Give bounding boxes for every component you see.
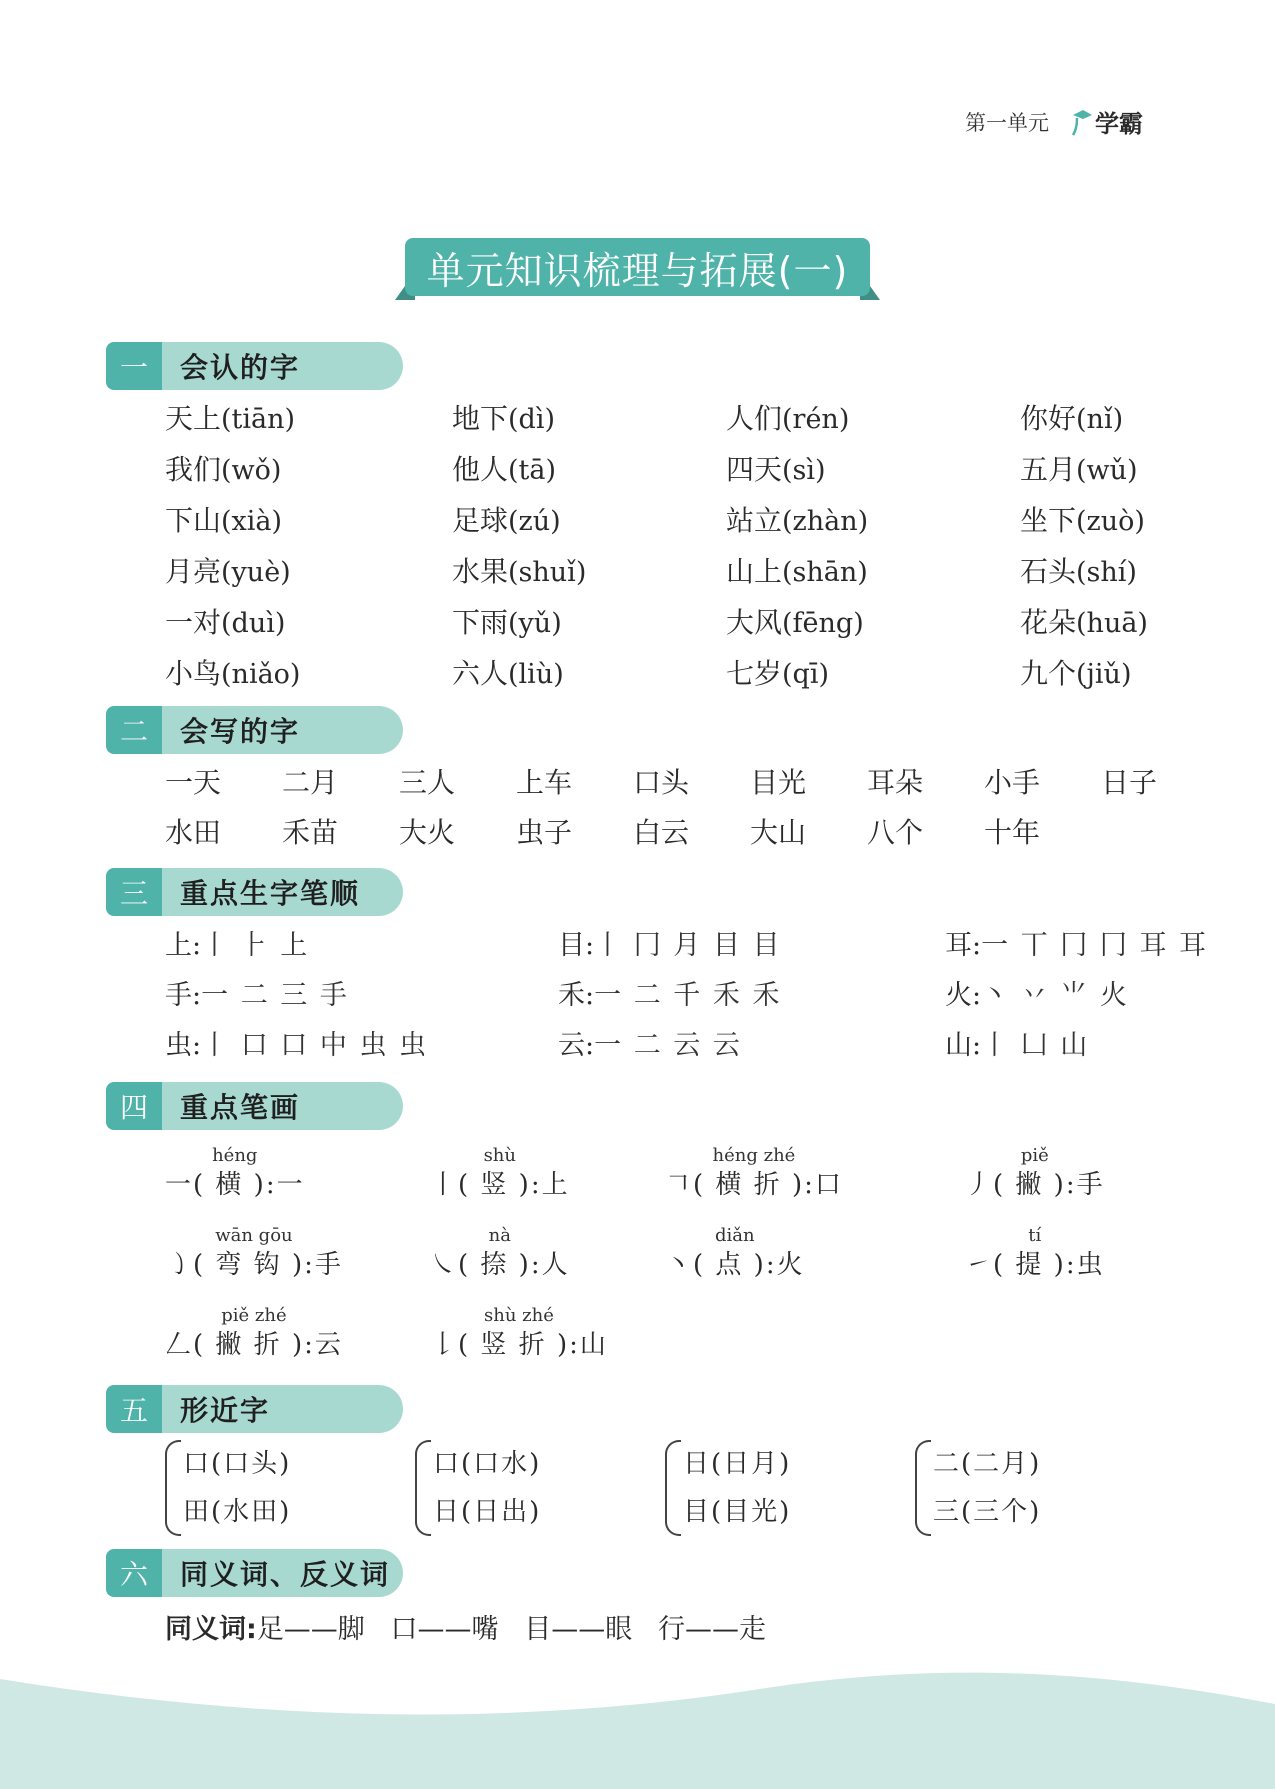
section-title: 会认的字 xyxy=(162,342,403,390)
write-word: 小手 xyxy=(984,766,1041,799)
stroke-item xyxy=(665,1225,805,1283)
recognize-word xyxy=(1020,402,1175,437)
write-word: 目光 xyxy=(750,766,807,799)
stroke-expression: 丿( 撇 ):手 xyxy=(965,1170,1105,1200)
stroke-sequence: 一 二 云 云 xyxy=(594,1030,742,1061)
word-pinyin: (fēng) xyxy=(782,608,864,639)
stroke-item xyxy=(165,1145,305,1203)
similar-characters-area xyxy=(165,1440,1175,1540)
word-pinyin: (xià) xyxy=(221,506,283,537)
write-word: 禾苗 xyxy=(282,816,339,849)
word-chars: 下山 xyxy=(165,504,222,537)
word-chars: 月亮 xyxy=(165,555,222,588)
recognize-word xyxy=(165,453,452,488)
word-chars: 水果 xyxy=(452,555,509,588)
word-pinyin: (shí) xyxy=(1076,557,1137,588)
stroke-sequence: 丨 ⺊ 上 xyxy=(201,930,310,961)
strokes-row xyxy=(165,1305,1175,1385)
write-word: 三人 xyxy=(399,766,456,799)
stroke-expression: 一( 横 ):一 xyxy=(165,1170,305,1200)
section-title: 重点生字笔顺 xyxy=(162,868,403,916)
stroke-pinyin: piě xyxy=(1020,1145,1049,1166)
write-word: 虫子 xyxy=(516,816,573,849)
recognize-word xyxy=(1020,606,1175,641)
write-word: 白云 xyxy=(633,816,690,849)
stroke-sequence: 丶 丷 ⺌ 火 xyxy=(981,980,1129,1011)
write-words-grid xyxy=(165,766,1165,850)
stroke-char: 火: xyxy=(945,980,982,1011)
stroke-sequence: 丨 冂 月 目 目 xyxy=(594,930,782,961)
recognize-word xyxy=(1020,657,1175,692)
section-number: 六 xyxy=(106,1549,162,1597)
word-chars: 坐下 xyxy=(1020,504,1077,537)
bracket-brace xyxy=(165,1440,181,1536)
title-banner xyxy=(395,238,880,300)
stroke-char: 耳: xyxy=(945,930,982,961)
stroke-expression: 丨( 竖 ):上 xyxy=(430,1170,570,1200)
similar-pair xyxy=(415,1440,541,1536)
pair-line: 田(水田) xyxy=(183,1497,292,1527)
basic-strokes-area xyxy=(165,1145,1175,1385)
word-pinyin: (nǐ) xyxy=(1076,404,1124,435)
stroke-order-grid xyxy=(165,928,1209,1064)
recognize-word xyxy=(452,606,726,641)
synonyms-label: 同义词: xyxy=(165,1614,257,1645)
recognize-word xyxy=(452,555,726,590)
section-number: 一 xyxy=(106,342,162,390)
word-chars: 石头 xyxy=(1020,555,1077,588)
recognize-word xyxy=(726,453,1020,488)
word-chars: 四天 xyxy=(726,453,783,486)
recognize-word xyxy=(165,504,452,539)
pair-line: 口(口水) xyxy=(433,1449,542,1479)
brand-logo xyxy=(1071,104,1143,139)
word-pinyin: (niǎo) xyxy=(221,659,301,690)
stroke-order-item xyxy=(165,928,558,964)
section-6-header xyxy=(106,1549,403,1597)
section-title: 重点笔画 xyxy=(162,1082,403,1130)
stroke-expression: ㇏( 捺 ):人 xyxy=(430,1250,570,1280)
word-pinyin: (liù) xyxy=(508,659,564,690)
recognize-word xyxy=(452,402,726,437)
similar-pair xyxy=(165,1440,291,1536)
stroke-expression: 丶( 点 ):火 xyxy=(665,1250,805,1280)
recognize-word xyxy=(1020,453,1175,488)
similar-pair xyxy=(915,1440,1041,1536)
word-pinyin: (jiǔ) xyxy=(1076,659,1132,690)
section-title: 会写的字 xyxy=(162,706,403,754)
graduation-cap-icon xyxy=(1071,107,1093,137)
synonyms-line xyxy=(165,1607,766,1646)
word-chars: 花朵 xyxy=(1020,606,1077,639)
stroke-pinyin: piě zhé xyxy=(221,1305,287,1326)
word-pinyin: (wǔ) xyxy=(1076,455,1138,486)
recognize-word xyxy=(726,606,1020,641)
stroke-item xyxy=(965,1145,1105,1203)
bottom-wave-decoration xyxy=(0,1649,1275,1789)
word-chars: 我们 xyxy=(165,453,222,486)
stroke-item xyxy=(430,1305,608,1363)
word-pinyin: (huā) xyxy=(1076,608,1148,639)
word-pinyin: (sì) xyxy=(782,455,826,486)
write-word: 八个 xyxy=(867,816,924,849)
similar-pair xyxy=(665,1440,791,1536)
stroke-pinyin: shù zhé xyxy=(483,1305,554,1326)
recognize-word xyxy=(165,402,452,437)
stroke-sequence: 丨 口 口 中 虫 虫 xyxy=(201,1030,429,1061)
stroke-char: 禾: xyxy=(558,980,595,1011)
section-number: 四 xyxy=(106,1082,162,1130)
strokes-row xyxy=(165,1145,1175,1225)
unit-label: 第一单元 xyxy=(965,110,1049,135)
word-pinyin: (rén) xyxy=(782,404,850,435)
pair-lines xyxy=(183,1440,291,1536)
stroke-order-item xyxy=(165,1028,558,1064)
bracket-brace xyxy=(665,1440,681,1536)
stroke-pinyin: shù xyxy=(483,1145,516,1166)
stroke-expression: 𠄌( 竖 折 ):山 xyxy=(430,1330,608,1360)
write-word: 一天 xyxy=(165,766,222,799)
stroke-sequence: 一 二 千 禾 禾 xyxy=(594,980,782,1011)
stroke-char: 虫: xyxy=(165,1030,202,1061)
bracket-brace xyxy=(915,1440,931,1536)
section-5-header xyxy=(106,1385,403,1433)
stroke-pinyin: tí xyxy=(1028,1225,1042,1246)
stroke-char: 山: xyxy=(945,1030,982,1061)
pair-line: 日(日月) xyxy=(683,1449,792,1479)
recognize-word xyxy=(165,657,452,692)
word-chars: 天上 xyxy=(165,402,222,435)
section-2-header xyxy=(106,706,403,754)
stroke-char: 手: xyxy=(165,980,202,1011)
section-number: 二 xyxy=(106,706,162,754)
stroke-item xyxy=(965,1225,1105,1283)
pair-line: 二(二月) xyxy=(933,1449,1042,1479)
word-chars: 下雨 xyxy=(452,606,509,639)
recognize-word xyxy=(452,504,726,539)
recognize-word xyxy=(726,504,1020,539)
write-word: 口头 xyxy=(633,766,690,799)
recognize-word xyxy=(726,657,1020,692)
word-chars: 七岁 xyxy=(726,657,783,690)
section-number: 五 xyxy=(106,1385,162,1433)
stroke-item xyxy=(430,1145,570,1203)
word-chars: 足球 xyxy=(452,504,509,537)
stroke-order-item xyxy=(558,928,945,964)
stroke-pinyin: diǎn xyxy=(714,1225,755,1246)
word-chars: 五月 xyxy=(1020,453,1077,486)
stroke-order-item xyxy=(165,978,558,1014)
stroke-order-item xyxy=(558,1028,945,1064)
stroke-expression: ㇀( 提 ):虫 xyxy=(965,1250,1105,1280)
word-chars: 站立 xyxy=(726,504,783,537)
word-chars: 小鸟 xyxy=(165,657,222,690)
word-pinyin: (wǒ) xyxy=(221,455,282,486)
recognize-word xyxy=(1020,504,1175,539)
pair-lines xyxy=(433,1440,541,1536)
recognize-word xyxy=(165,555,452,590)
word-pinyin: (yǔ) xyxy=(508,608,562,639)
stroke-pinyin: nà xyxy=(488,1225,511,1246)
word-chars: 地下 xyxy=(452,402,509,435)
word-chars: 你好 xyxy=(1020,402,1077,435)
stroke-order-item xyxy=(945,1028,1165,1064)
pair-line: 目(目光) xyxy=(683,1497,792,1527)
recognize-word xyxy=(165,606,452,641)
pair-lines xyxy=(683,1440,791,1536)
section-title: 同义词、反义词 xyxy=(162,1549,403,1597)
stroke-order-item xyxy=(945,978,1165,1014)
section-number: 三 xyxy=(106,868,162,916)
write-word: 日子 xyxy=(1101,766,1158,799)
write-word: 水田 xyxy=(165,816,222,849)
stroke-pinyin: wān gōu xyxy=(215,1225,293,1246)
recognize-word xyxy=(452,657,726,692)
stroke-order-item xyxy=(558,978,945,1014)
write-word: 耳朵 xyxy=(867,766,924,799)
word-pinyin: (zuò) xyxy=(1076,506,1145,537)
stroke-item xyxy=(165,1305,343,1363)
recognize-word xyxy=(726,402,1020,437)
word-chars: 他人 xyxy=(452,453,509,486)
section-1-header xyxy=(106,342,403,390)
stroke-char: 上: xyxy=(165,930,202,961)
section-3-header xyxy=(106,868,403,916)
stroke-sequence: 丨 凵 山 xyxy=(981,1030,1090,1061)
section-title: 形近字 xyxy=(162,1385,403,1433)
stroke-sequence: 一 二 三 手 xyxy=(201,980,349,1011)
pair-line: 日(日出) xyxy=(433,1497,542,1527)
word-chars: 九个 xyxy=(1020,657,1077,690)
word-pinyin: (tā) xyxy=(508,455,557,486)
word-pinyin: (zhàn) xyxy=(782,506,869,537)
stroke-item xyxy=(165,1225,343,1283)
word-pinyin: (yuè) xyxy=(221,557,291,588)
synonyms-text: 足——脚 口——嘴 目——眼 行——走 xyxy=(256,1614,767,1645)
stroke-char: 云: xyxy=(558,1030,595,1061)
write-word: 大火 xyxy=(399,816,456,849)
word-pinyin: (tiān) xyxy=(221,404,296,435)
stroke-item xyxy=(430,1225,570,1283)
word-pinyin: (dì) xyxy=(508,404,556,435)
recognize-word xyxy=(726,555,1020,590)
write-word: 上车 xyxy=(516,766,573,799)
recognize-word xyxy=(1020,555,1175,590)
write-word: 大山 xyxy=(750,816,807,849)
stroke-expression: 𠃍( 横 折 ):口 xyxy=(665,1170,843,1200)
section-4-header xyxy=(106,1082,403,1130)
page-title: 单元知识梳理与拓展(一) xyxy=(405,238,870,296)
write-word: 二月 xyxy=(282,766,339,799)
pair-lines xyxy=(933,1440,1041,1536)
stroke-expression: ㇁( 弯 钩 ):手 xyxy=(165,1250,343,1280)
word-pinyin: (qī) xyxy=(782,659,830,690)
word-chars: 一对 xyxy=(165,606,222,639)
pair-line: 口(口头) xyxy=(183,1449,292,1479)
word-chars: 六人 xyxy=(452,657,509,690)
stroke-pinyin: héng zhé xyxy=(712,1145,796,1166)
word-pinyin: (duì) xyxy=(221,608,286,639)
stroke-char: 目: xyxy=(558,930,595,961)
pair-line: 三(三个) xyxy=(933,1497,1042,1527)
brand-text: 学霸 xyxy=(1095,110,1143,138)
recognize-words-grid xyxy=(165,402,1175,692)
word-chars: 山上 xyxy=(726,555,783,588)
bracket-brace xyxy=(415,1440,431,1536)
word-pinyin: (shān) xyxy=(782,557,868,588)
page-header xyxy=(965,104,1143,139)
word-pinyin: (zú) xyxy=(508,506,561,537)
stroke-pinyin: héng xyxy=(212,1145,258,1166)
word-pinyin: (shuǐ) xyxy=(508,557,587,588)
recognize-word xyxy=(452,453,726,488)
strokes-row xyxy=(165,1225,1175,1305)
stroke-order-item xyxy=(945,928,1209,964)
write-word: 十年 xyxy=(984,816,1041,849)
stroke-sequence: 一 丅 ⼌ ⼌ 耳 耳 xyxy=(981,930,1209,961)
word-chars: 人们 xyxy=(726,402,783,435)
stroke-expression: 𠃋( 撇 折 ):云 xyxy=(165,1330,343,1360)
word-chars: 大风 xyxy=(726,606,783,639)
stroke-item xyxy=(665,1145,843,1203)
